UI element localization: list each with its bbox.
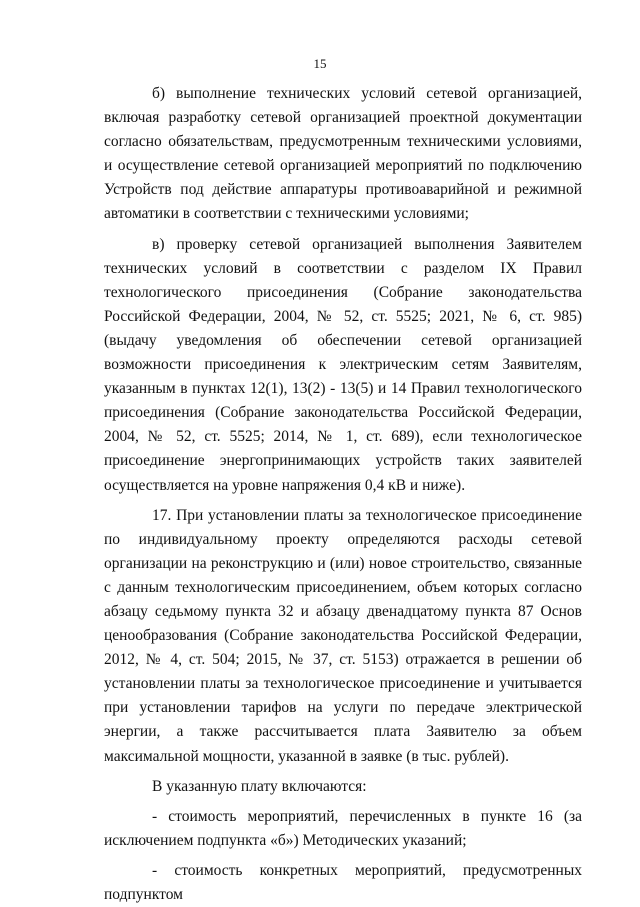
list-item-cost-of-specific-measures: - стоимость конкретных мероприятий, предусмотренных подпунктом bbox=[104, 861, 582, 903]
paragraph-item-17: 17. При установлении платы за технологическое присоединение по индивидуальному проекту определяются расходы сетевой организации на реконструкцию и (или) новое строительство, связанные с данным технологическим присоединением, объем которых согласно абзацу седьмому пункта 32 и абзацу двенадцатому пункта 87 Основ ценообразования (Собрание законодательства Российской Федерации, 2012, № 4, ст. 504; 2015, № 37, ст. 5153) отражается в решении об установлении платы за технологическое присоединение и учитывается при установлении тарифов на услуги по передаче электрической энергии, а также рассчитывается плата Заявителю за объем максимальной мощности, указанной в заявке (в тыс. рублей). bbox=[104, 506, 582, 765]
paragraph-included-in-fee: В указанную плату включаются: bbox=[152, 777, 367, 795]
paragraph-subitem-v: в) проверку сетевой организацией выполнения Заявителем технических условий в соответствии с разделом IX Правил технологического присоединения (Собрание законодательства Российской Федерации, 2004, № 52, ст. 5525; 2021, № 6, ст. 985) (выдачу уведомления об обеспечении сетевой организацией возможности присоединения к электрическим сетям Заявителям, указанным в пунктах 12(1), 13(2) - 13(5) и 14 Правил технологического присоединения (Собрание законодательства Российской Федерации, 2004, № 52, ст. 5525; 2014, № 1, ст. 689), если технологическое присоединение энергопринимающих устройств таких заявителей осуществляется на уровне напряжения 0,4 кВ и ниже). bbox=[104, 235, 582, 494]
page-number: 15 bbox=[313, 56, 327, 71]
list-item-cost-of-measures: - стоимость мероприятий, перечисленных в пункте 16 (за исключением подпункта «б») Методических указаний; bbox=[104, 807, 582, 849]
paragraph-subitem-b: б) выполнение технических условий сетевой организацией, включая разработку сетевой организацией проектной документации согласно обязательствам, предусмотренным техническими условиями, и осуществление сетевой организацией мероприятий по подключению Устройств под действие аппаратуры противоаварийной и режимной автоматики в соответствии с техническими условиями; bbox=[104, 85, 582, 223]
document-body bbox=[104, 82, 582, 907]
